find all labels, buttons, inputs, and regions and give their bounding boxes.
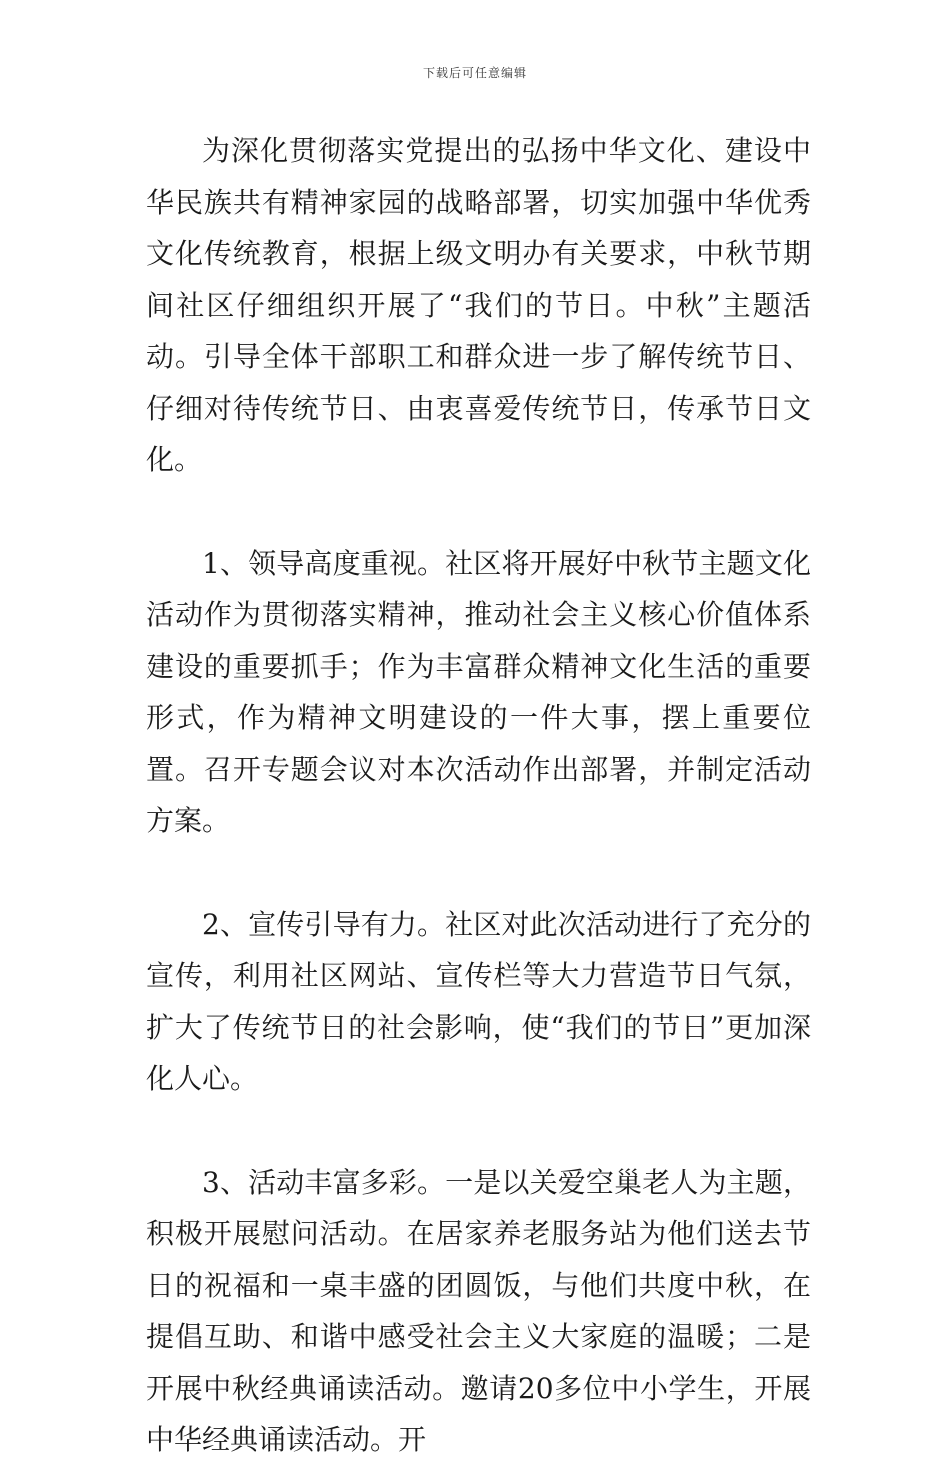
paragraph-publicity: 2、宣传引导有力。社区对此次活动进行了充分的宣传，利用社区网站、宣传栏等大力营造节日气氛，扩大了传统节日的社会影响，使“我们的节日”更加深化人心。 bbox=[146, 907, 811, 1095]
document-body bbox=[146, 125, 811, 1466]
paragraph-intro: 为深化贯彻落实党提出的弘扬中华文化、建设中华民族共有精神家园的战略部署，切实加强中华优秀文化传统教育，根据上级文明办有关要求，中秋节期间社区仔细组织开展了“我们的节日。中秋”主题活动。引导全体干部职工和群众进一步了解传统节日、仔细对待传统节日、由衷喜爱传统节日，传承节日文化。 bbox=[146, 134, 811, 476]
paragraph-leadership: 1、领导高度重视。社区将开展好中秋节主题文化活动作为贯彻落实精神，推动社会主义核心价值体系建设的重要抓手；作为丰富群众精神文化生活的重要形式，作为精神文明建设的一件大事，摆上重要位置。召开专题会议对本次活动作出部署，并制定活动方案。 bbox=[146, 546, 811, 837]
paragraph-activities: 3、活动丰富多彩。一是以关爱空巢老人为主题，积极开展慰问活动。在居家养老服务站为他们送去节日的祝福和一桌丰盛的团圆饭，与他们共度中秋，在提倡互助、和谐中感受社会主义大家庭的温暖；二是开展中秋经典诵读活动。邀请20多位中小学生，开展中华经典诵读活动。开 bbox=[146, 1165, 811, 1456]
page-header-note: 下载后可任意编辑 bbox=[422, 66, 527, 80]
